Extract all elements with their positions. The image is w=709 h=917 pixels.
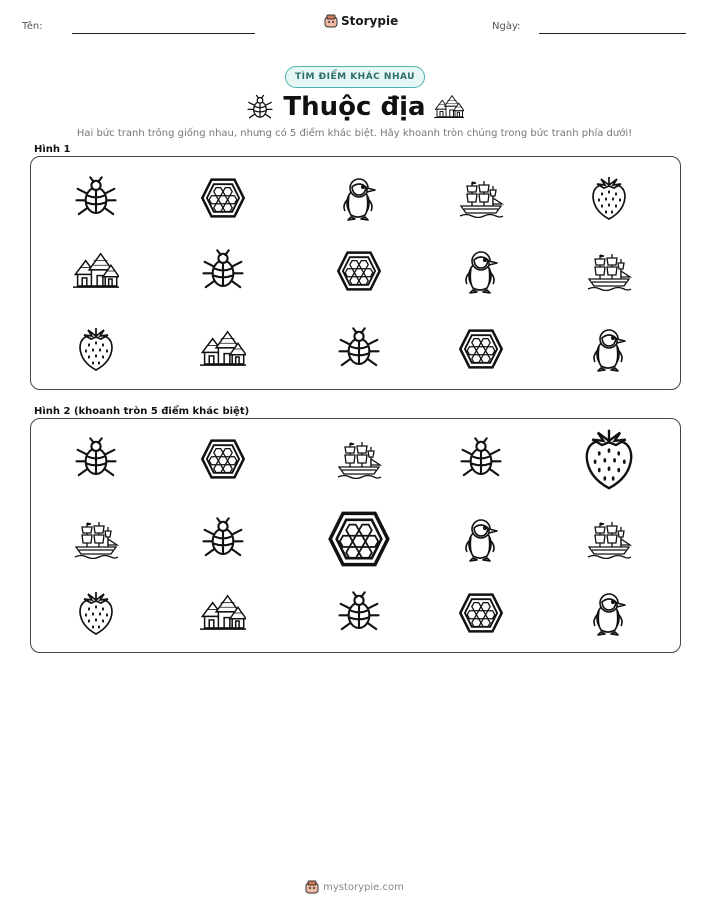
name-line[interactable] xyxy=(72,33,255,34)
penguin-item xyxy=(336,175,382,221)
penguin-icon xyxy=(586,326,632,372)
honeycomb-icon xyxy=(458,590,504,636)
honeycomb-icon xyxy=(458,326,504,372)
title-beetle-icon xyxy=(246,94,274,122)
huts-icon xyxy=(200,326,246,372)
footer-site: mystorypie.com xyxy=(323,881,404,893)
ship-item xyxy=(586,248,632,294)
strawberry-item xyxy=(586,175,632,221)
honeycomb-item[interactable] xyxy=(200,436,246,482)
name-label: Tên: xyxy=(22,21,43,32)
penguin-icon xyxy=(586,590,632,636)
puzzle-type-badge: TÌM ĐIỂM KHÁC NHAU xyxy=(285,66,425,88)
penguin-item xyxy=(586,326,632,372)
ship-icon xyxy=(458,175,504,221)
strawberry-icon xyxy=(577,427,641,491)
beetle-item xyxy=(200,248,246,294)
honeycomb-icon xyxy=(200,175,246,221)
penguin-icon xyxy=(458,248,504,294)
beetle-item xyxy=(336,326,382,372)
ship-icon xyxy=(586,516,632,562)
beetle-item[interactable] xyxy=(336,590,382,636)
honeycomb-item xyxy=(336,248,382,294)
ship-icon xyxy=(586,248,632,294)
huts-item xyxy=(200,326,246,372)
huts-icon xyxy=(73,248,119,294)
beetle-icon xyxy=(200,516,246,562)
penguin-item xyxy=(458,248,504,294)
beetle-item[interactable] xyxy=(458,436,504,482)
ship-item[interactable] xyxy=(336,436,382,482)
beetle-icon xyxy=(200,248,246,294)
instructions: Hai bức tranh trông giống nhau, nhưng có 5 điểm khác biệt. Hãy khoanh tròn chúng trong bức tranh phía dưới! xyxy=(76,128,633,139)
ship-item[interactable] xyxy=(586,516,632,562)
huts-item[interactable] xyxy=(200,590,246,636)
date-label: Ngày: xyxy=(492,21,521,32)
ship-item xyxy=(458,175,504,221)
huts-icon xyxy=(200,590,246,636)
footer xyxy=(0,880,709,894)
date-line[interactable] xyxy=(539,33,686,34)
beetle-item[interactable] xyxy=(73,436,119,482)
penguin-icon xyxy=(336,175,382,221)
page-title xyxy=(0,92,709,122)
strawberry-icon xyxy=(73,326,119,372)
picture2-panel[interactable] xyxy=(30,418,681,653)
honeycomb-icon xyxy=(200,436,246,482)
beetle-item xyxy=(73,175,119,221)
ship-icon xyxy=(73,516,119,562)
strawberry-icon xyxy=(73,590,119,636)
beetle-icon xyxy=(458,436,504,482)
beetle-icon xyxy=(73,175,119,221)
honeycomb-icon xyxy=(336,248,382,294)
penguin-item[interactable] xyxy=(458,516,504,562)
storypie-mascot-icon xyxy=(305,880,319,894)
title-text: Thuộc địa xyxy=(283,92,426,122)
title-huts-icon xyxy=(434,94,464,120)
brand-logo xyxy=(324,14,398,28)
picture1-label: Hình 1 xyxy=(34,144,71,155)
honeycomb-item[interactable] xyxy=(327,507,391,571)
honeycomb-item[interactable] xyxy=(458,590,504,636)
storypie-mascot-icon xyxy=(324,14,338,28)
beetle-icon xyxy=(73,436,119,482)
strawberry-item[interactable] xyxy=(73,590,119,636)
huts-item xyxy=(73,248,119,294)
brand-name: Storypie xyxy=(341,14,399,28)
penguin-icon xyxy=(458,516,504,562)
beetle-icon xyxy=(336,326,382,372)
penguin-item[interactable] xyxy=(586,590,632,636)
ship-item[interactable] xyxy=(73,516,119,562)
honeycomb-item xyxy=(458,326,504,372)
beetle-icon xyxy=(336,590,382,636)
picture2-label: Hình 2 (khoanh tròn 5 điểm khác biệt) xyxy=(34,406,250,417)
strawberry-item[interactable] xyxy=(577,427,641,491)
picture1-panel xyxy=(30,156,681,390)
honeycomb-icon xyxy=(327,507,391,571)
strawberry-item xyxy=(73,326,119,372)
ship-icon xyxy=(336,436,382,482)
beetle-item[interactable] xyxy=(200,516,246,562)
strawberry-icon xyxy=(586,175,632,221)
honeycomb-item xyxy=(200,175,246,221)
